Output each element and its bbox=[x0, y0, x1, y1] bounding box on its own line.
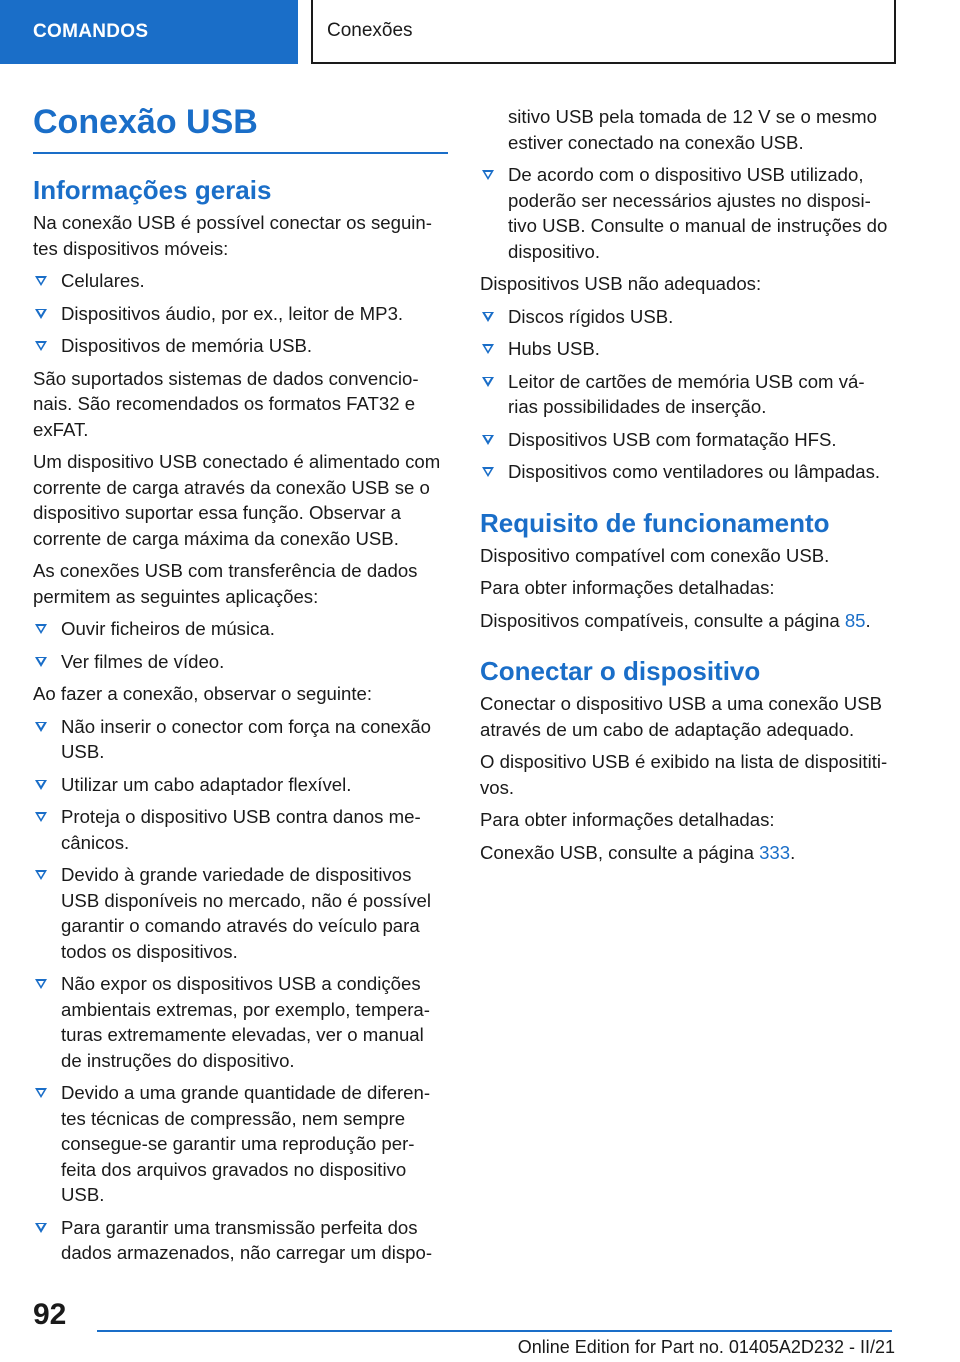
triangle-bullet-icon bbox=[35, 1223, 47, 1233]
triangle-bullet-icon bbox=[482, 344, 494, 354]
list-item: Dispositivos USB com formatação HFS. bbox=[480, 427, 892, 453]
chapter-tab bbox=[311, 0, 896, 64]
triangle-bullet-icon bbox=[482, 377, 494, 387]
heading-informacoes-gerais: Informações gerais bbox=[33, 175, 272, 205]
list-item: Hubs USB. bbox=[480, 336, 892, 362]
triangle-bullet-icon bbox=[482, 170, 494, 180]
page-link[interactable]: 333 bbox=[759, 841, 791, 863]
paragraph: Na conexão USB é possível conectar os seguin-tes dispositivos móveis: bbox=[33, 212, 432, 259]
triangle-bullet-icon bbox=[482, 312, 494, 322]
paragraph: Conexão USB, consulte a página 333. bbox=[480, 841, 796, 863]
paragraph: Dispositivos compatíveis, consulte a página 85. bbox=[480, 609, 871, 631]
paragraph: As conexões USB com transferência de dados permitem as seguintes aplicações: bbox=[33, 560, 418, 607]
page-number: 92 bbox=[33, 1298, 67, 1331]
list-item: Ver filmes de vídeo. bbox=[33, 649, 448, 675]
heading-requisito: Requisito de funcionamento bbox=[480, 507, 830, 538]
section-label: COMANDOS bbox=[33, 21, 149, 42]
triangle-bullet-icon bbox=[482, 467, 494, 477]
list-item: Utilizar um cabo adaptador flexível. bbox=[33, 772, 448, 798]
left-column bbox=[33, 100, 448, 1273]
list-item: Proteja o dispositivo USB contra danos me-cânicos. bbox=[33, 804, 448, 855]
footer-divider bbox=[97, 1330, 892, 1332]
triangle-bullet-icon bbox=[482, 435, 494, 445]
chapter-label: Conexões bbox=[327, 20, 413, 41]
bullet-list bbox=[33, 714, 448, 1266]
triangle-bullet-icon bbox=[35, 812, 47, 822]
list-item: Ouvir ficheiros de música. bbox=[33, 616, 448, 642]
list-item: Leitor de cartões de memória USB com vá-rias possibilidades de inserção. bbox=[480, 369, 892, 420]
bullet-list bbox=[33, 268, 448, 359]
list-item: Para garantir uma transmissão perfeita dos dados armazenados, não carregar um dispo- bbox=[33, 1215, 448, 1266]
heading-conectar: Conectar o dispositivo bbox=[480, 656, 761, 686]
triangle-bullet-icon bbox=[35, 722, 47, 732]
paragraph: Dispositivo compatível com conexão USB. bbox=[480, 544, 830, 566]
paragraph: Dispositivos USB não adequados: bbox=[480, 273, 762, 294]
paragraph: Ao fazer a conexão, observar o seguinte: bbox=[33, 683, 373, 704]
footer-edition: Online Edition for Part no. 01405A2D232 - II/21 bbox=[517, 1337, 895, 1357]
bullet-list bbox=[480, 162, 892, 264]
list-item: Dispositivos áudio, por ex., leitor de MP3. bbox=[33, 301, 448, 327]
list-item: Discos rígidos USB. bbox=[480, 304, 892, 330]
list-item: Devido a uma grande quantidade de diferen-tes técnicas de compressão, nem sempre consegue-se garantir uma reprodução per-feita dos arquivos gravados no dispositivo USB. bbox=[33, 1080, 448, 1208]
paragraph: Um dispositivo USB conectado é alimentado com corrente de carga através da conexão USB se o dispositivo suportar essa função. Observar a corrente de carga máxima da conexão USB. bbox=[33, 451, 441, 549]
list-item: Celulares. bbox=[33, 268, 448, 294]
list-item: Não inserir o conector com força na conexão USB. bbox=[33, 714, 448, 765]
triangle-bullet-icon bbox=[35, 780, 47, 790]
triangle-bullet-icon bbox=[35, 624, 47, 634]
bullet-list bbox=[33, 616, 448, 674]
list-item: Não expor os dispositivos USB a condições ambientais extremas, por exemplo, tempera-turas extremamente elevadas, ver o manual de instruções do dispositivo. bbox=[33, 971, 448, 1073]
triangle-bullet-icon bbox=[35, 276, 47, 286]
paragraph: O dispositivo USB é exibido na lista de disposititi-vos. bbox=[480, 751, 888, 798]
paragraph: São suportados sistemas de dados convencio-nais. São recomendados os formatos FAT32 e exFAT. bbox=[33, 367, 419, 440]
list-item: Devido à grande variedade de dispositivos USB disponíveis no mercado, não é possível garantir o comando através do veículo para todos os dispositivos. bbox=[33, 862, 448, 964]
list-item: De acordo com o dispositivo USB utilizado, poderão ser necessários ajustes no disposi-tivo USB. Consulte o manual de instruções do dispositivo. bbox=[480, 162, 892, 264]
right-column bbox=[480, 104, 892, 872]
page-link[interactable]: 85 bbox=[844, 609, 866, 631]
triangle-bullet-icon bbox=[35, 309, 47, 319]
list-item: Dispositivos como ventiladores ou lâmpadas. bbox=[480, 459, 892, 485]
triangle-bullet-icon bbox=[35, 657, 47, 667]
triangle-bullet-icon bbox=[35, 870, 47, 880]
list-item: Dispositivos de memória USB. bbox=[33, 333, 448, 359]
section-tab bbox=[0, 0, 298, 64]
bullet-list bbox=[480, 304, 892, 485]
triangle-bullet-icon bbox=[35, 1088, 47, 1098]
paragraph: Para obter informações detalhadas: bbox=[480, 809, 775, 830]
page-title: Conexão USB bbox=[33, 100, 448, 154]
paragraph: Conectar o dispositivo USB a uma conexão USB através de um cabo de adaptação adequado. bbox=[480, 693, 883, 740]
triangle-bullet-icon bbox=[35, 979, 47, 989]
triangle-bullet-icon bbox=[35, 341, 47, 351]
list-item-continuation: sitivo USB pela tomada de 12 V se o mesmo estiver conectado na conexão USB. bbox=[508, 106, 877, 153]
paragraph: Para obter informações detalhadas: bbox=[480, 577, 775, 598]
